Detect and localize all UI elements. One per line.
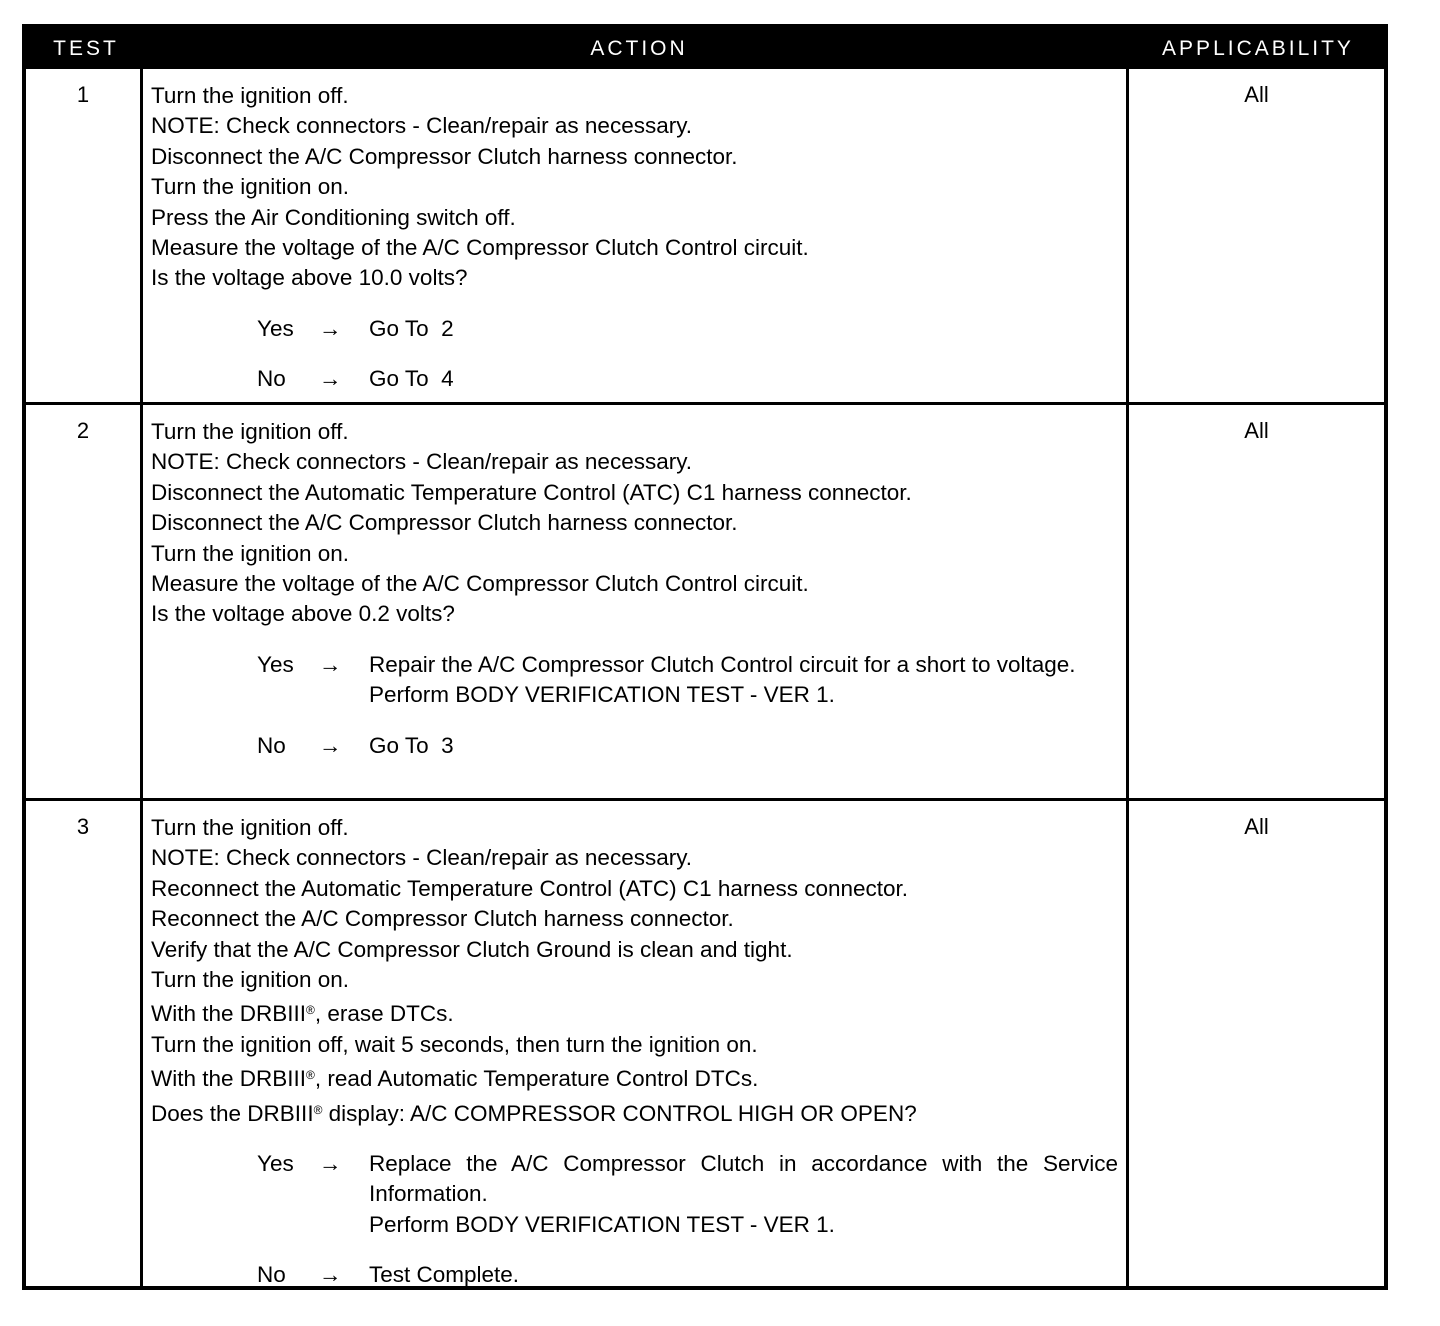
step-text: Turn the ignition off. [151, 815, 349, 840]
step-text: Measure the voltage of the A/C Compressor Clutch Control circuit. [151, 235, 809, 261]
step-text: NOTE: Check connectors - Clean/repair as necessary. [151, 449, 693, 475]
table-row [26, 402, 1384, 798]
arrow-icon: → [319, 1151, 342, 1177]
yes-result [369, 650, 1118, 711]
no-answer [257, 731, 1118, 761]
yes-answer [257, 314, 1118, 344]
step-text [151, 1060, 1118, 1094]
action-cell [143, 405, 1129, 798]
yes-result-text: Repair the A/C Compressor Clutch Control circuit for a short to voltage. [369, 651, 1076, 677]
no-answer [257, 364, 1118, 394]
no-answer [257, 1260, 1118, 1290]
yes-label: Yes [257, 315, 294, 341]
step-post: display: A/C COMPRESSOR CONTROL HIGH OR OPEN? [322, 1100, 917, 1126]
step-text: Verify that the A/C Compressor Clutch Ground is clean and tight. [151, 936, 793, 962]
registered-mark: ® [306, 1068, 315, 1083]
table-row [26, 69, 1384, 402]
yes-label: Yes [257, 651, 294, 677]
step-text: Disconnect the A/C Compressor Clutch harness connector. [151, 510, 738, 536]
yes-label: Yes [257, 1151, 294, 1177]
step-text: Turn the ignition off. [151, 83, 349, 108]
no-label: No [257, 732, 286, 758]
applicability-value: All [1244, 418, 1269, 443]
no-label: No [257, 366, 286, 392]
arrow-icon: → [319, 651, 342, 677]
step-text: Measure the voltage of the A/C Compressor Clutch Control circuit. [151, 571, 809, 597]
arrow-icon: → [319, 315, 342, 341]
header-applicability: APPLICABILITY [1162, 36, 1354, 60]
arrow-icon: → [319, 366, 342, 392]
step-text: NOTE: Check connectors - Clean/repair as necessary. [151, 113, 693, 139]
header-action: ACTION [590, 36, 688, 60]
header-test: TEST [53, 36, 119, 60]
yes-result [369, 1149, 1118, 1240]
applicability-value: All [1244, 814, 1269, 839]
test-number: 1 [26, 69, 143, 402]
yes-result-text: Replace the A/C Compressor Clutch in accordance with the Service Information. [369, 1151, 1118, 1207]
step-text: Is the voltage above 10.0 volts? [151, 265, 468, 291]
step-text: Turn the ignition on. [151, 174, 350, 200]
arrow-icon: → [319, 732, 342, 758]
no-result: Go To 4 [369, 366, 454, 392]
step-text: Reconnect the A/C Compressor Clutch harness connector. [151, 906, 734, 932]
step-text: Disconnect the A/C Compressor Clutch harness connector. [151, 143, 738, 169]
step-text: NOTE: Check connectors - Clean/repair as necessary. [151, 845, 693, 871]
step-post: , erase DTCs. [314, 1001, 454, 1027]
step-text: Turn the ignition on. [151, 540, 350, 566]
test-number: 3 [26, 801, 143, 1286]
yes-answer [257, 1149, 1118, 1240]
yes-answer [257, 650, 1118, 711]
step-text: Reconnect the Automatic Temperature Control (ATC) C1 harness connector. [151, 875, 909, 901]
test-number: 2 [26, 405, 143, 798]
yes-result-verify: Perform BODY VERIFICATION TEST - VER 1. [369, 1211, 835, 1237]
table-row [26, 798, 1384, 1286]
step-pre: With the DRBIII [151, 1066, 307, 1092]
step-post: , read Automatic Temperature Control DTCs. [314, 1066, 759, 1092]
step-text: Turn the ignition on. [151, 967, 350, 993]
step-text: Is the voltage above 0.2 volts? [151, 601, 455, 627]
step-text: Turn the ignition off, wait 5 seconds, then turn the ignition on. [151, 1031, 758, 1057]
arrow-icon: → [319, 1262, 342, 1288]
yes-result-verify: Perform BODY VERIFICATION TEST - VER 1. [369, 682, 835, 708]
action-cell [143, 69, 1129, 402]
registered-mark: ® [306, 1003, 315, 1018]
step-text: Disconnect the Automatic Temperature Control (ATC) C1 harness connector. [151, 479, 912, 505]
step-pre: Does the DRBIII [151, 1100, 314, 1126]
table-header [26, 28, 1384, 69]
step-text [151, 1095, 1118, 1129]
action-cell [143, 801, 1129, 1286]
applicability-value: All [1244, 82, 1269, 107]
yes-result: Go To 2 [369, 315, 454, 341]
registered-mark: ® [313, 1102, 323, 1117]
step-text [151, 995, 1118, 1029]
step-pre: With the DRBIII [151, 1001, 307, 1027]
no-label: No [257, 1262, 286, 1288]
diagnostic-test-table [22, 24, 1388, 1290]
step-text: Turn the ignition off. [151, 419, 349, 444]
no-result: Go To 3 [369, 732, 454, 758]
step-text: Press the Air Conditioning switch off. [151, 204, 516, 230]
no-result: Test Complete. [369, 1262, 520, 1288]
